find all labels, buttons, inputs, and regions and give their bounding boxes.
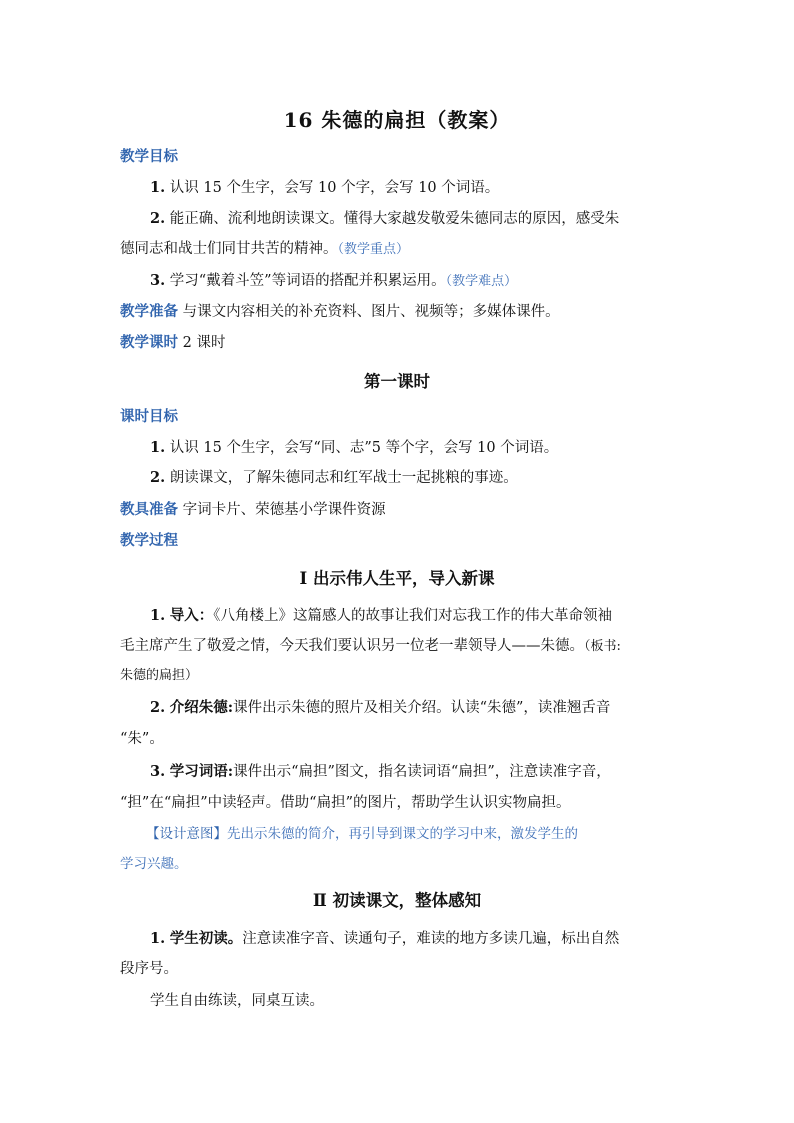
- section-1-p1-text-line2: 毛主席产生了敬爱之情，今天我们要认识另一位老一辈领导人——朱德。: [120, 638, 584, 654]
- teaching-prep-text: 与课文内容相关的补充资料、图片、视频等；多媒体课件。: [182, 304, 560, 320]
- lesson-goal-2-text: 朗读课文，了解朱德同志和红军战士一起挑粮的事迹。: [169, 470, 518, 486]
- section-1-p3-label: 学习词语:: [169, 763, 234, 780]
- goal-item-2-line1: [150, 207, 619, 228]
- goal-2-note: （教学重点）: [337, 242, 410, 257]
- section-1-p2-text-line2: “朱”。: [120, 731, 164, 747]
- design-intent-text-line2: 学习兴趣。: [120, 856, 188, 872]
- goal-item-3: [150, 269, 517, 290]
- section-2-p1-line1: [150, 927, 619, 948]
- section-1-p1-line2: [120, 634, 621, 655]
- teaching-tools-heading: 教具准备: [120, 501, 178, 518]
- section-2-p1-line2: [120, 957, 178, 978]
- teaching-prep: [120, 300, 560, 321]
- goal-item-2-line2: [120, 237, 409, 258]
- section-1-p3-number: 3.: [150, 763, 166, 780]
- section-2-p1-text-line1: 注意读准字音、读通句子，难读的地方多读几遍，标出自然: [242, 931, 620, 947]
- teaching-hours-text: 2 课时: [182, 335, 226, 351]
- goal-3-number: 3.: [150, 272, 166, 289]
- section-1-p2-number: 2.: [150, 699, 166, 716]
- teaching-tools-text: 字词卡片、荣德基小学课件资源: [182, 502, 386, 518]
- section-1-p3-line2: [120, 791, 570, 812]
- teaching-hours: [120, 331, 225, 352]
- teaching-process-heading: 教学过程: [120, 532, 178, 549]
- section-2-p1-number: 1.: [150, 930, 166, 947]
- teaching-prep-heading: 教学准备: [120, 303, 178, 320]
- section-2-p2: 学生自由练读，同桌互读。: [150, 993, 324, 1009]
- goal-2-text-line2: 德同志和战士们同甘共苦的精神。: [120, 241, 338, 257]
- section-2-p1-label: 学生初读。: [169, 930, 243, 947]
- section-1-p1-text-line1: 《八角楼上》这篇感人的故事让我们对忘我工作的伟大革命领袖: [213, 608, 612, 624]
- section-1-p1-label: 导入：: [169, 607, 214, 624]
- lesson-goal-1: [150, 436, 558, 457]
- section-1-p1-line1: [150, 604, 612, 625]
- lesson-goals-heading: 课时目标: [120, 408, 178, 425]
- section-1-p1-note1: （板书:: [584, 639, 621, 654]
- section-1-p3-text-line1: 课件出示“扁担”图文，指名读词语“扁担”，注意读准字音，: [233, 764, 611, 780]
- section-2-p1-text-line2: 段序号。: [120, 961, 178, 977]
- goal-3-note: （教学难点）: [445, 274, 518, 289]
- goal-3-text: 学习“戴着斗笠”等词语的搭配并积累运用。: [169, 273, 446, 289]
- section-1-p1-number: 1.: [150, 607, 166, 624]
- section-1-p3-line1: [150, 760, 611, 781]
- lesson-1-heading: 第一课时: [364, 372, 430, 391]
- section-1-p1-note2: 朱德的扁担）: [120, 668, 199, 683]
- section-1-p2-line2: [120, 727, 164, 748]
- goal-2-text-line1: 能正确、流利地朗读课文。懂得大家越发敬爱朱德同志的原因，感受朱: [169, 211, 620, 227]
- goal-1-number: 1.: [150, 179, 166, 196]
- teaching-tools: [120, 498, 386, 519]
- design-intent-line1: [146, 822, 578, 842]
- document-title: 16 朱德的扁担（教案）: [283, 108, 511, 132]
- lesson-goal-1-number: 1.: [150, 439, 166, 456]
- lesson-goal-2: [150, 466, 518, 487]
- goal-1-text: 认识 15 个生字，会写 10 个字，会写 10 个词语。: [169, 180, 500, 196]
- goal-2-number: 2.: [150, 210, 166, 227]
- lesson-goal-2-number: 2.: [150, 469, 166, 486]
- goal-item-1: [150, 176, 499, 197]
- design-intent-label: 【设计意图】: [146, 826, 227, 842]
- teaching-goals-heading: 教学目标: [120, 148, 178, 165]
- section-2-heading: Ⅱ 初读课文，整体感知: [312, 891, 482, 910]
- teaching-hours-heading: 教学课时: [120, 334, 178, 351]
- lesson-goal-1-text: 认识 15 个生字，会写“同、志”5 等个字，会写 10 个词语。: [169, 440, 559, 456]
- section-1-p2-text-line1: 课件出示朱德的照片及相关介绍。认读“朱德”，读准翘舌音: [233, 700, 611, 716]
- section-1-p2-line1: [150, 696, 610, 717]
- section-1-p3-text-line2: “担”在“扁担”中读轻声。借助“扁担”的图片，帮助学生认识实物扁担。: [120, 795, 571, 811]
- design-intent-text-line1: 先出示朱德的简介，再引导到课文的学习中来，激发学生的: [227, 826, 578, 842]
- section-1-heading: Ⅰ 出示伟人生平，导入新课: [299, 569, 495, 588]
- section-1-p1-line3: [120, 664, 198, 683]
- section-1-p2-label: 介绍朱德:: [169, 699, 234, 716]
- design-intent-line2: [120, 852, 188, 872]
